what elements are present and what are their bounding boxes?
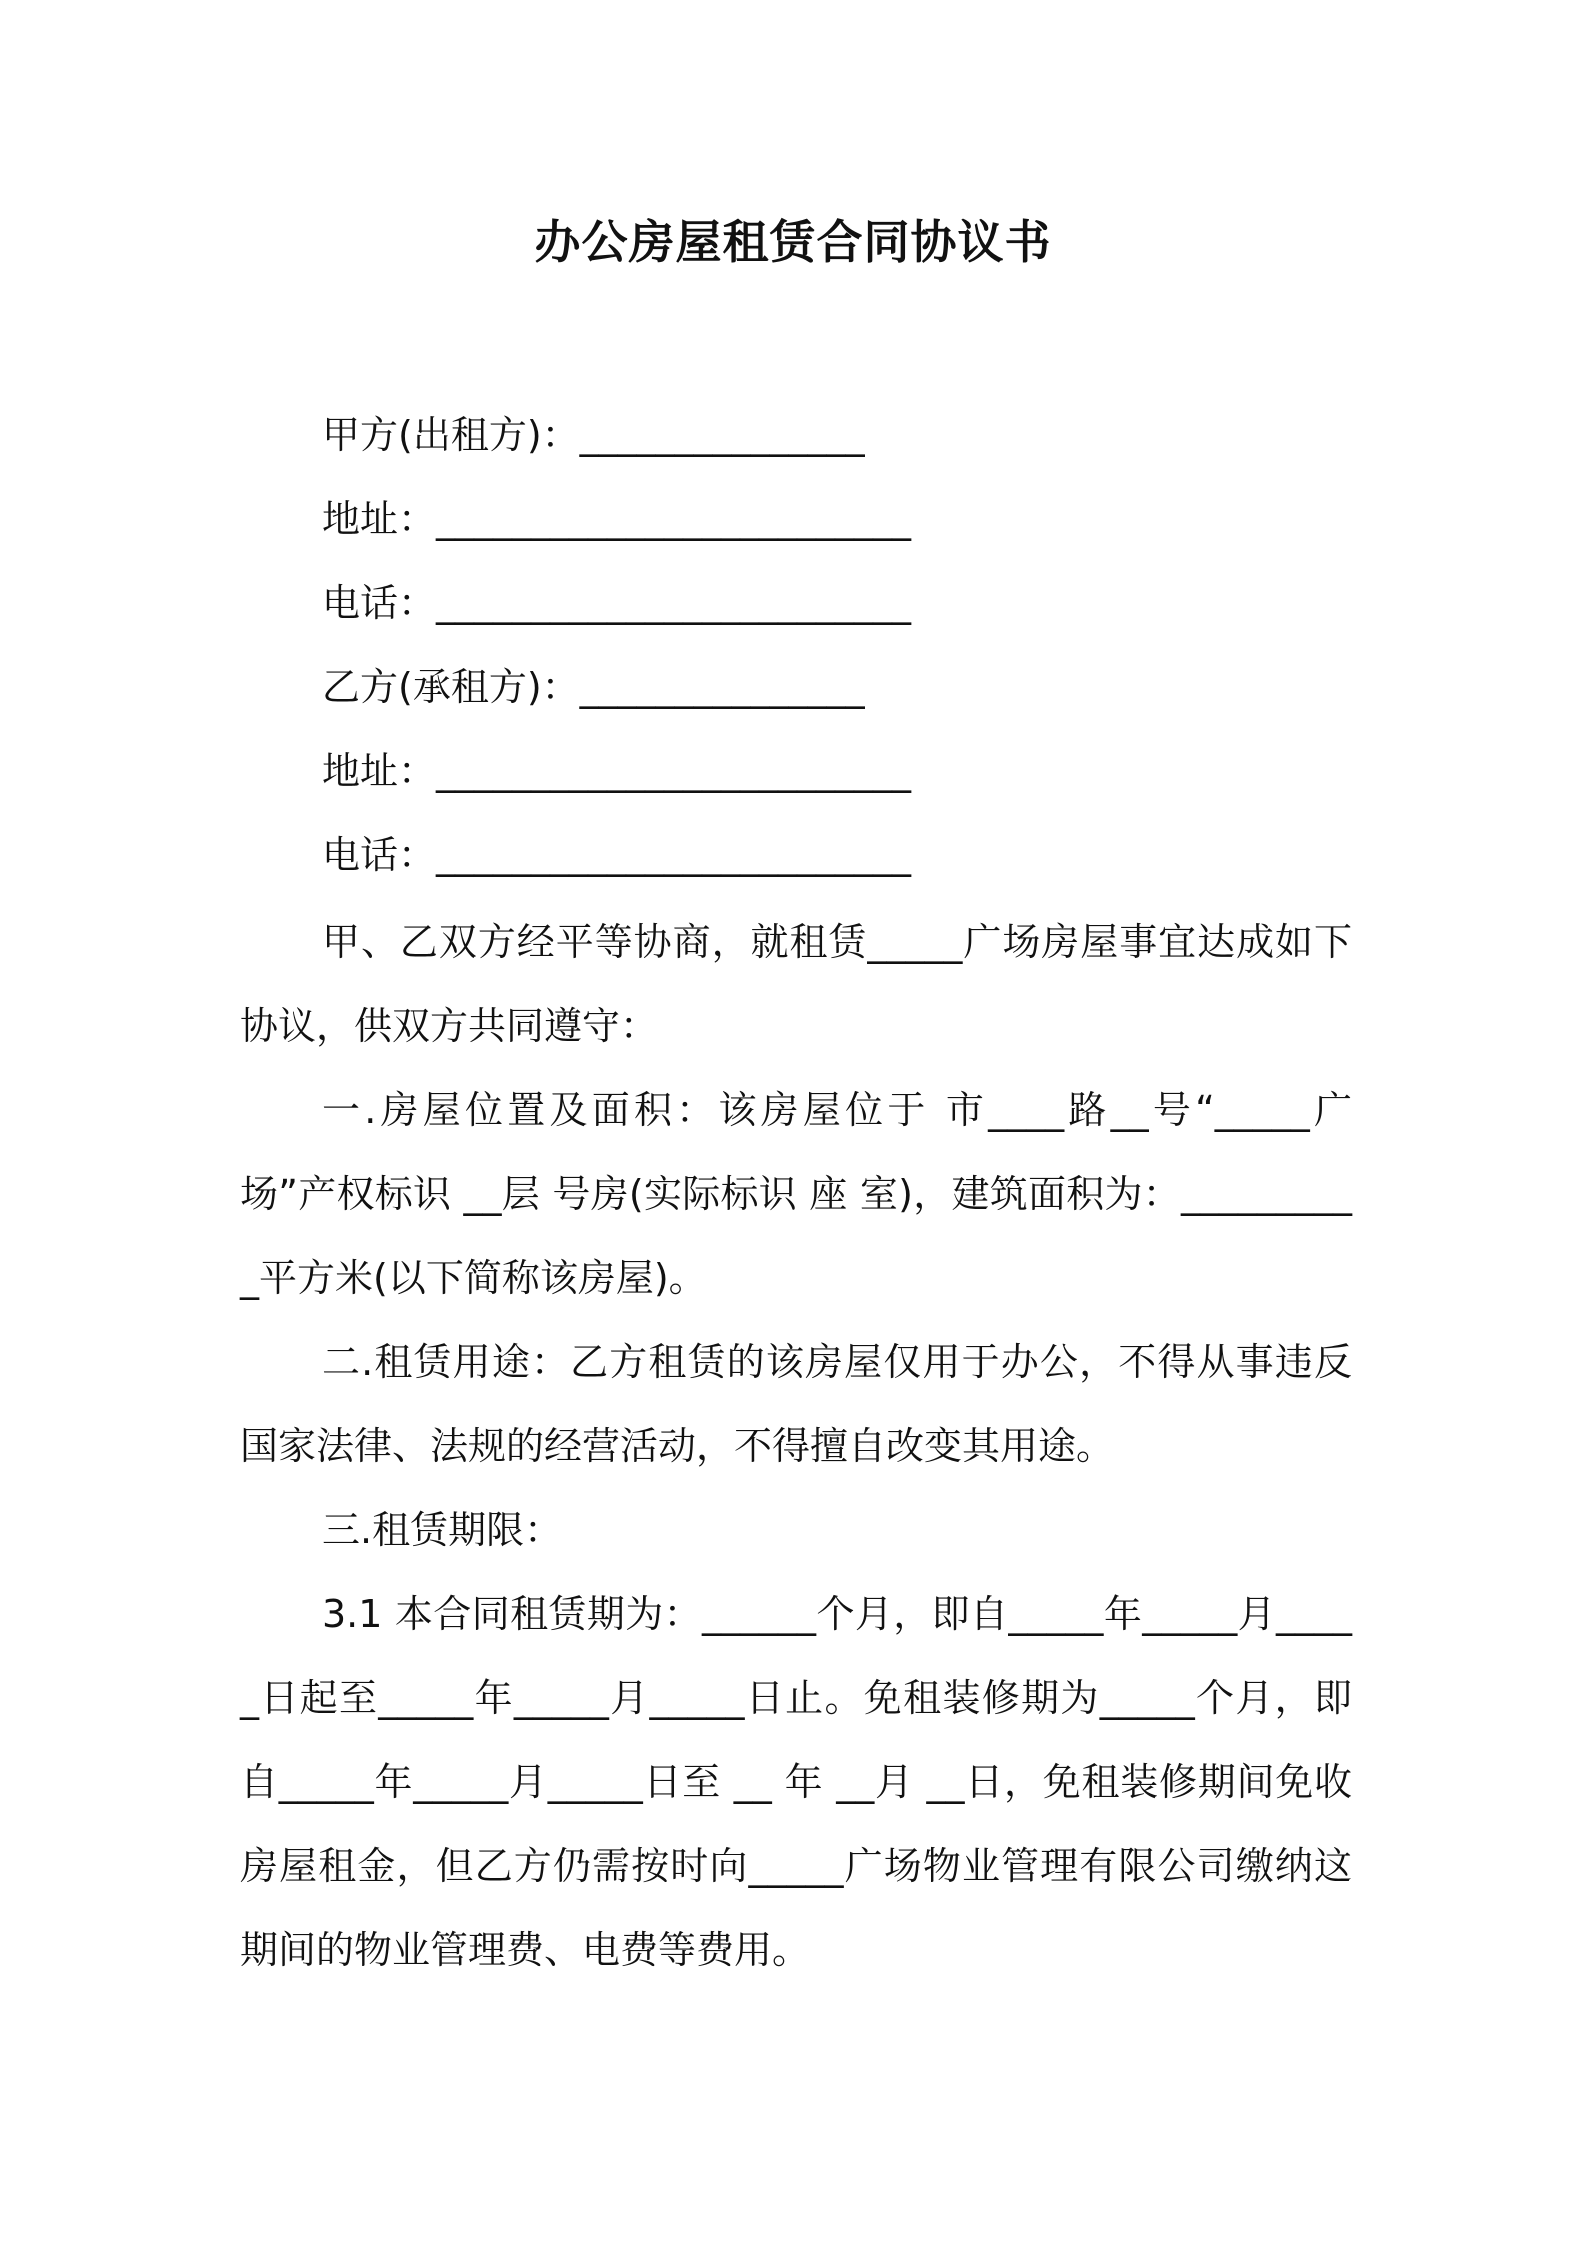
party-a-phone-blank: _________________________ bbox=[436, 581, 912, 625]
party-a-name-line bbox=[322, 410, 1372, 460]
party-a-phone-label: 电话： bbox=[322, 581, 437, 625]
clause-2-usage: 二.租赁用途：乙方租赁的该房屋仅用于办公，不得从事违反国家法律、法规的经营活动，不得擅自改变其用途。 bbox=[240, 1340, 1352, 1468]
document-title: 办公房屋租赁合同协议书 bbox=[534, 215, 1052, 269]
party-b-name-label: 乙方(承租方)： bbox=[322, 665, 580, 709]
contract-body bbox=[240, 900, 1352, 1992]
party-a-name-label: 甲方(出租方)： bbox=[322, 413, 580, 457]
party-b-address-line bbox=[322, 746, 1372, 796]
party-b-name-line bbox=[322, 662, 1372, 712]
intro-paragraph: 甲、乙双方经平等协商，就租赁_____广场房屋事宜达成如下协议，供双方共同遵守： bbox=[240, 920, 1352, 1048]
party-a-name-blank: _______________ bbox=[579, 413, 865, 457]
party-a-phone-line bbox=[322, 578, 1372, 628]
clause-3-1-term-detail: 3.1 本合同租赁期为：______个月，即自_____年_____月_____日起至_____年_____月_____日止。免租装修期为_____个月，即自_____年_____月_____日至 __ 年 __月 __日，免租装修期间免收房屋租金，但乙方仍需按时向_____广场物业管理有限公司缴纳这期间的物业管理费、电费等费用。 bbox=[240, 1592, 1352, 1972]
party-b-phone-label: 电话： bbox=[322, 833, 437, 877]
party-a-address-label: 地址： bbox=[322, 497, 437, 541]
party-b-address-blank: _________________________ bbox=[436, 749, 912, 793]
party-b-address-label: 地址： bbox=[322, 749, 437, 793]
party-b-phone-blank: _________________________ bbox=[436, 833, 912, 877]
party-a-address-blank: _________________________ bbox=[436, 497, 912, 541]
clause-3-term-heading: 三.租赁期限： bbox=[322, 1508, 563, 1552]
clause-1-location-area: 一.房屋位置及面积：该房屋位于 市____路__号“_____广场”产权标识 __层 号房(实际标识 座 室)，建筑面积为：__________平方米(以下简称该房屋)。 bbox=[240, 1088, 1352, 1300]
party-a-address-line bbox=[322, 494, 1372, 544]
party-b-phone-line bbox=[322, 830, 1372, 880]
party-b-name-blank: _______________ bbox=[579, 665, 865, 709]
